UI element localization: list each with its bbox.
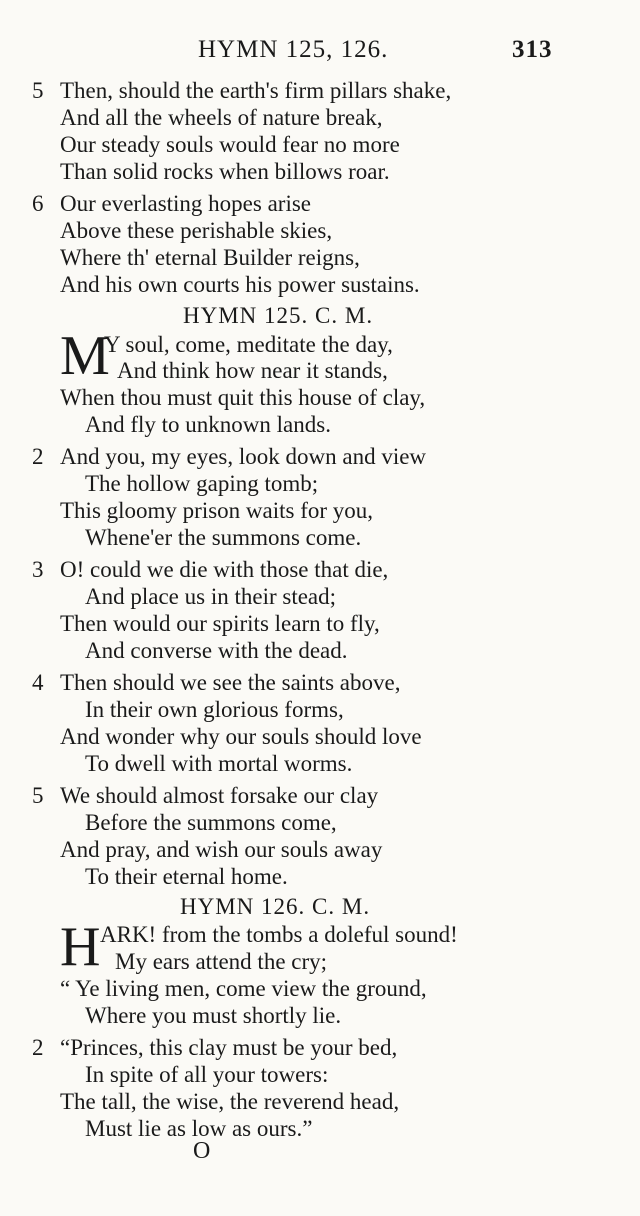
hymn-line: Whene'er the summons come. [85, 525, 362, 550]
hymn-line: Then should we see the saints above, [60, 670, 401, 695]
hymn-line: And all the wheels of nature break, [60, 105, 383, 130]
hymn-title: HYMN 125. C. M. [183, 303, 374, 328]
hymn-line: And think how near it stands, [117, 358, 388, 383]
hymn-line: And place us in their stead; [85, 584, 337, 609]
hymn-line: To dwell with mortal worms. [85, 751, 353, 776]
running-title: HYMN 125, 126. [198, 36, 389, 63]
verse-number: 5 [32, 78, 44, 103]
hymn-line: “ Ye living men, come view the ground, [60, 976, 427, 1001]
hymn-line: The hollow gaping tomb; [85, 471, 319, 496]
verse-number: 3 [32, 557, 44, 582]
verse-number: 5 [32, 783, 44, 808]
hymn-line: Where you must shortly lie. [85, 1003, 342, 1028]
hymn-line: Then, should the earth's firm pillars shake, [60, 78, 452, 103]
verse-number: 4 [32, 670, 44, 695]
hymn-line: Our steady souls would fear no more [60, 132, 400, 157]
hymn-line: Then would our spirits learn to fly, [60, 611, 380, 636]
hymn-line: And you, my eyes, look down and view [60, 444, 427, 469]
hymn-line: O! could we die with those that die, [60, 557, 389, 582]
hymn-line: In spite of all your towers: [85, 1062, 329, 1087]
hymn-line: Our everlasting hopes arise [60, 191, 312, 216]
hymn-line: We should almost forsake our clay [60, 783, 379, 808]
hymn-line: And his own courts his power sustains. [60, 272, 420, 297]
hymn-line: When thou must quit this house of clay, [60, 385, 426, 410]
hymn-line: In their own glorious forms, [85, 697, 344, 722]
hymn-line: ARK! from the tombs a doleful sound! [100, 922, 458, 947]
page-header [0, 36, 640, 68]
hymn-line: To their eternal home. [85, 864, 288, 889]
page-number: 313 [512, 36, 553, 63]
hymn-line: Where th' eternal Builder reigns, [60, 245, 360, 270]
hymn-line: Above these perishable skies, [60, 218, 333, 243]
verse-number: 2 [32, 1035, 44, 1060]
hymn-line: Must lie as low as ours.” [85, 1116, 313, 1141]
hymn-line: My ears attend the cry; [115, 949, 328, 974]
hymn-line: “Princes, this clay must be your bed, [60, 1035, 398, 1060]
verse-number: 6 [32, 191, 44, 216]
signature-mark: O [193, 1138, 211, 1164]
hymn-line: And pray, and wish our souls away [60, 837, 383, 862]
hymn-line: And fly to unknown lands. [85, 412, 331, 437]
hymn-line: Than solid rocks when billows roar. [60, 159, 390, 184]
hymn-line: And converse with the dead. [85, 638, 348, 663]
verse-number: 2 [32, 444, 44, 469]
hymn-line: This gloomy prison waits for you, [60, 498, 374, 523]
hymn-title: HYMN 126. C. M. [180, 894, 371, 919]
hymn-line: And wonder why our souls should love [60, 724, 422, 749]
hymn-line: Y soul, come, meditate the day, [104, 332, 393, 357]
hymn-line: Before the summons come, [85, 810, 337, 835]
drop-cap: M [60, 325, 110, 387]
drop-cap: H [60, 916, 101, 978]
hymn-line: The tall, the wise, the reverend head, [60, 1089, 400, 1114]
